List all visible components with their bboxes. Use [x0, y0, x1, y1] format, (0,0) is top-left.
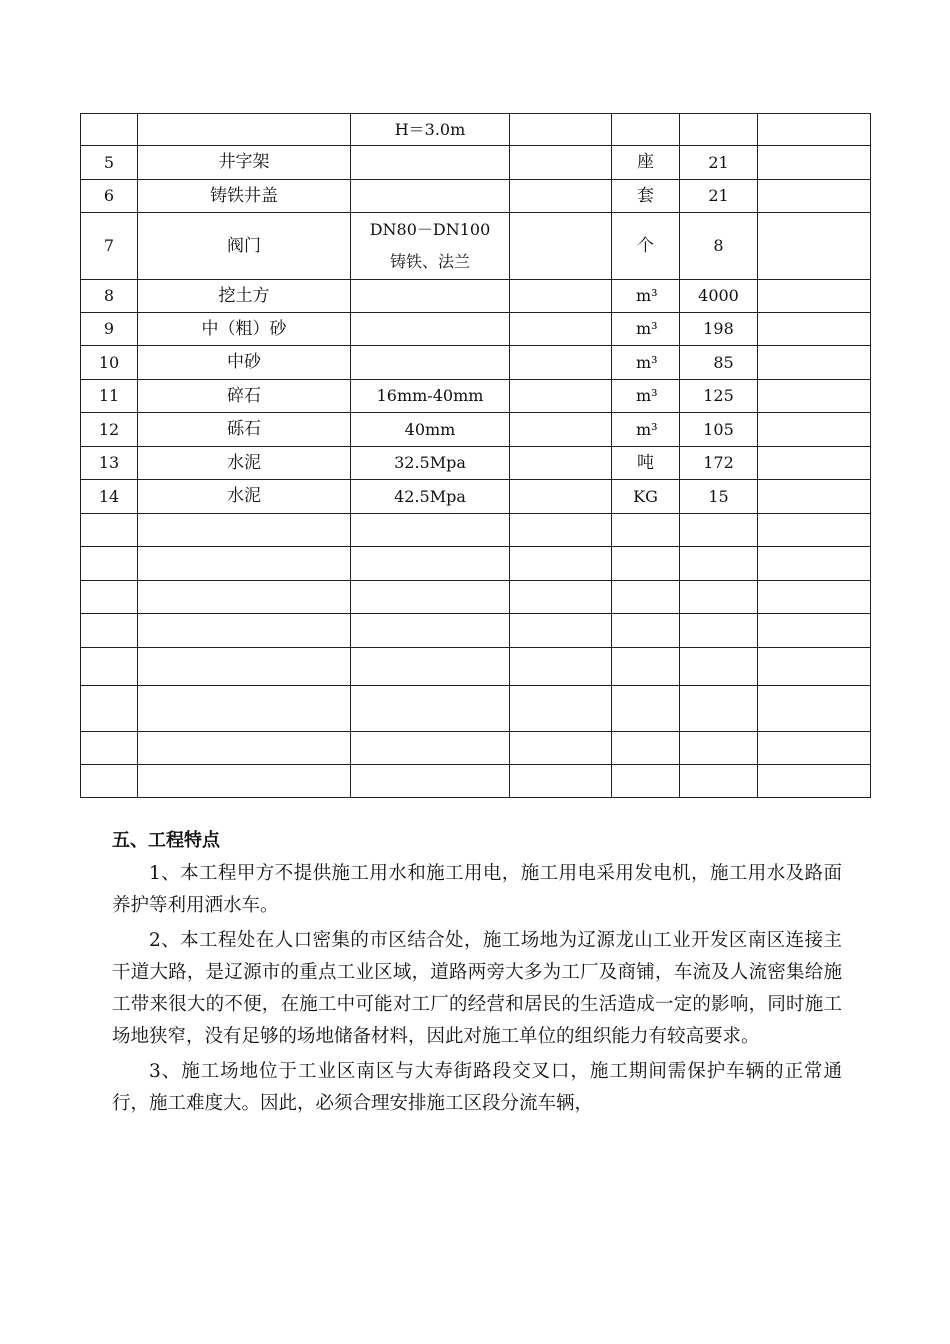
table-row [81, 180, 871, 213]
item-note [758, 114, 871, 146]
empty-cell [758, 732, 871, 765]
item-quantity: 21 [680, 180, 758, 213]
empty-cell [510, 581, 612, 614]
empty-cell [510, 547, 612, 581]
item-quantity: 21 [680, 146, 758, 180]
table-row-empty [81, 514, 871, 547]
item-name: 水泥 [138, 480, 351, 514]
table-row-empty [81, 581, 871, 614]
table-row [81, 280, 871, 313]
row-number: 11 [81, 380, 138, 413]
empty-cell [758, 765, 871, 798]
item-quantity: 172 [680, 447, 758, 480]
empty-cell [680, 581, 758, 614]
empty-cell [81, 547, 138, 581]
item-quantity: 105 [680, 413, 758, 447]
table-row [81, 313, 871, 346]
item-quantity: 15 [680, 480, 758, 514]
row-number [81, 114, 138, 146]
row-number: 13 [81, 447, 138, 480]
empty-cell [138, 648, 351, 686]
item-extra [510, 213, 612, 280]
empty-cell [758, 686, 871, 732]
empty-cell [758, 648, 871, 686]
item-name: 井字架 [138, 146, 351, 180]
empty-cell [81, 581, 138, 614]
empty-cell [351, 581, 510, 614]
item-unit: m³ [612, 413, 680, 447]
item-unit: m³ [612, 380, 680, 413]
table-row-empty [81, 686, 871, 732]
item-spec [351, 346, 510, 380]
empty-cell [758, 547, 871, 581]
item-name: 中砂 [138, 346, 351, 380]
empty-cell [351, 614, 510, 648]
empty-cell [680, 686, 758, 732]
empty-cell [81, 686, 138, 732]
empty-cell [510, 648, 612, 686]
item-spec: 16mm-40mm [351, 380, 510, 413]
item-unit: 座 [612, 146, 680, 180]
empty-cell [510, 514, 612, 547]
table-row [81, 380, 871, 413]
item-note [758, 280, 871, 313]
item-note [758, 346, 871, 380]
empty-cell [612, 547, 680, 581]
item-note [758, 380, 871, 413]
table-row [81, 346, 871, 380]
item-spec [351, 180, 510, 213]
item-extra [510, 413, 612, 447]
item-note [758, 180, 871, 213]
empty-cell [351, 547, 510, 581]
item-spec [351, 213, 510, 280]
empty-cell [758, 514, 871, 547]
item-name [138, 114, 351, 146]
item-quantity [680, 114, 758, 146]
item-name: 挖土方 [138, 280, 351, 313]
empty-cell [81, 732, 138, 765]
item-name: 碎石 [138, 380, 351, 413]
empty-cell [612, 765, 680, 798]
item-note [758, 146, 871, 180]
item-note [758, 413, 871, 447]
empty-cell [351, 648, 510, 686]
empty-cell [612, 648, 680, 686]
row-number: 8 [81, 280, 138, 313]
row-number: 6 [81, 180, 138, 213]
empty-cell [138, 547, 351, 581]
item-unit: 套 [612, 180, 680, 213]
table-row [81, 480, 871, 514]
row-number: 10 [81, 346, 138, 380]
empty-cell [680, 648, 758, 686]
empty-cell [510, 765, 612, 798]
empty-cell [510, 732, 612, 765]
empty-cell [351, 765, 510, 798]
empty-cell [612, 514, 680, 547]
empty-cell [138, 514, 351, 547]
item-extra [510, 180, 612, 213]
item-unit: m³ [612, 280, 680, 313]
item-name: 砾石 [138, 413, 351, 447]
item-spec: 32.5Mpa [351, 447, 510, 480]
item-extra [510, 380, 612, 413]
row-number: 5 [81, 146, 138, 180]
item-unit: m³ [612, 313, 680, 346]
table-row [81, 146, 871, 180]
empty-cell [612, 614, 680, 648]
row-number: 12 [81, 413, 138, 447]
item-quantity: 8 [680, 213, 758, 280]
empty-cell [680, 732, 758, 765]
empty-cell [680, 614, 758, 648]
item-unit: 吨 [612, 447, 680, 480]
table-row-empty [81, 547, 871, 581]
item-unit: KG [612, 480, 680, 514]
row-number: 7 [81, 213, 138, 280]
item-extra [510, 280, 612, 313]
paragraph-1: 1、本工程甲方不提供施工用水和施工用电，施工用电采用发电机，施工用水及路面养护等利用洒水车。 [112, 863, 842, 916]
empty-cell [138, 732, 351, 765]
empty-cell [351, 514, 510, 547]
item-extra [510, 313, 612, 346]
project-features-section [112, 826, 842, 1123]
empty-cell [680, 547, 758, 581]
item-unit: m³ [612, 346, 680, 380]
table-row [81, 447, 871, 480]
empty-cell [81, 765, 138, 798]
empty-cell [138, 686, 351, 732]
empty-cell [510, 686, 612, 732]
item-extra [510, 146, 612, 180]
empty-cell [612, 732, 680, 765]
empty-cell [351, 732, 510, 765]
table-row [81, 114, 871, 146]
materials-table [80, 113, 871, 798]
paragraph-3: 3、施工场地位于工业区南区与大寿街路段交叉口，施工期间需保护车辆的正常通行，施工难度大。因此，必须合理安排施工区段分流车辆， [112, 1061, 842, 1114]
item-spec: 40mm [351, 413, 510, 447]
paragraph-2: 2、本工程处在人口密集的市区结合处，施工场地为辽源龙山工业开发区南区连接主干道大路，是辽源市的重点工业区域，道路两旁大多为工厂及商铺，车流及人流密集给施工带来很大的不便，在施工中可能对工厂的经营和居民的生活造成一定的影响，同时施工场地狭窄，没有足够的场地储备材料，因此对施工单位的组织能力有较高要求。 [112, 930, 842, 1047]
empty-cell [680, 765, 758, 798]
empty-cell [612, 686, 680, 732]
item-spec [351, 313, 510, 346]
table-row-empty [81, 732, 871, 765]
empty-cell [758, 581, 871, 614]
empty-cell [612, 581, 680, 614]
item-name: 水泥 [138, 447, 351, 480]
table-row [81, 213, 871, 280]
item-spec [351, 146, 510, 180]
item-quantity: 125 [680, 380, 758, 413]
item-name: 铸铁井盖 [138, 180, 351, 213]
empty-cell [138, 581, 351, 614]
item-unit: 个 [612, 213, 680, 280]
item-extra [510, 447, 612, 480]
item-extra [510, 480, 612, 514]
item-unit [612, 114, 680, 146]
item-quantity: 4000 [680, 280, 758, 313]
row-number: 14 [81, 480, 138, 514]
item-quantity: 85 [680, 346, 758, 380]
item-name: 阀门 [138, 213, 351, 280]
empty-cell [351, 686, 510, 732]
empty-cell [680, 514, 758, 547]
item-spec-line-1: DN80－DN100 [369, 220, 491, 239]
item-spec [351, 280, 510, 313]
item-note [758, 313, 871, 346]
table-row-empty [81, 614, 871, 648]
item-note [758, 213, 871, 280]
item-extra [510, 346, 612, 380]
item-note [758, 447, 871, 480]
item-extra [510, 114, 612, 146]
empty-cell [138, 765, 351, 798]
empty-cell [138, 614, 351, 648]
row-number: 9 [81, 313, 138, 346]
item-spec: H＝3.0m [351, 114, 510, 146]
empty-cell [81, 614, 138, 648]
item-note [758, 480, 871, 514]
table-row-empty [81, 765, 871, 798]
item-spec-line-2: 铸铁、法兰 [389, 252, 470, 271]
table-row [81, 413, 871, 447]
empty-cell [81, 648, 138, 686]
table-row-empty [81, 648, 871, 686]
item-quantity: 198 [680, 313, 758, 346]
empty-cell [758, 614, 871, 648]
item-spec: 42.5Mpa [351, 480, 510, 514]
item-name: 中（粗）砂 [138, 313, 351, 346]
empty-cell [81, 514, 138, 547]
section-heading: 五、工程特点 [112, 830, 220, 851]
empty-cell [510, 614, 612, 648]
